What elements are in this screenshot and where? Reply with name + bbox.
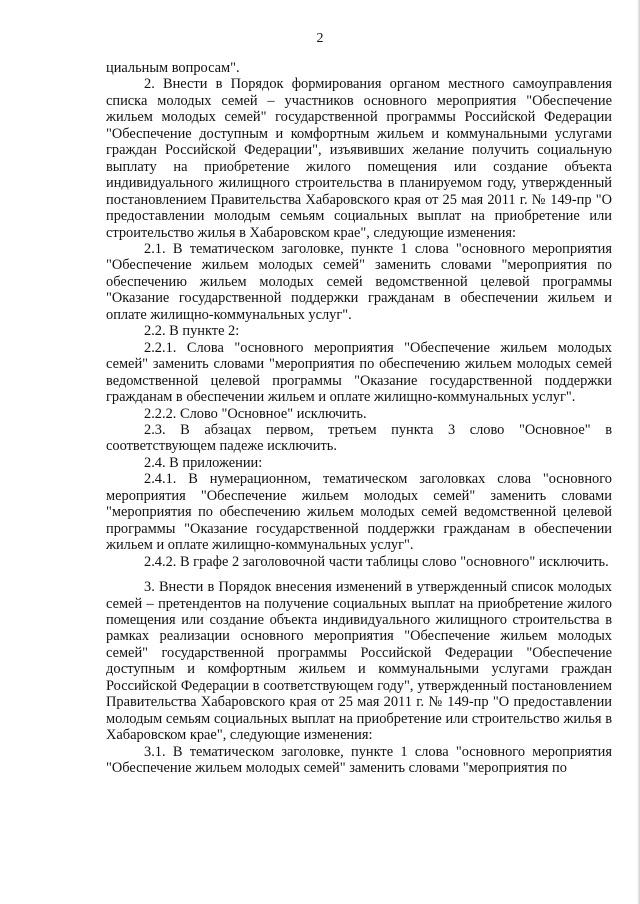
paragraph-continuation: циальным вопросам". — [106, 60, 240, 76]
paragraph-item-2-2-1: 2.2.1. Слова "основного мероприятия "Обеспечение жильем молодых семей" заменить словами "мероприятия по обеспечению жильем молодых семей ведомственной целевой программы "Оказание государственной поддержки гражданам в обеспечении жильем и оплате жилищно-коммунальных услуг". — [106, 339, 612, 406]
page-number: 2 — [316, 31, 324, 46]
paragraph-item-3-1: 3.1. В тематическом заголовке, пункте 1 слова "основного мероприятия "Обеспечение жильем молодых семей" заменить словами "мероприятия по — [106, 743, 612, 777]
paragraph-item-2-4: 2.4. В приложении: — [144, 454, 263, 471]
paragraph-item-2-1: 2.1. В тематическом заголовке, пункте 1 слова "основного мероприятия "Обеспечение жильем молодых семей" заменить словами "мероприятия по обеспечению жильем молодых семей ведомственной целевой программы "Оказание государственной поддержки гражданам в обеспечении жильем и оплате жилищно-коммунальных услуг". — [106, 240, 612, 323]
paragraph-item-3: 3. Внести в Порядок внесения изменений в утвержденный список молодых семей – претендентов на получение социальных выплат на приобретение жилого помещения или создание объекта индивидуального жилищного строительства в рамках реализации основного мероприятия "Обеспечение жильем молодых семей" государственной программы Российской Федерации "Обеспечение доступным и комфортным жильем и коммунальными услугами граждан Российской Федерации в соответствующем году", утвержденный постановлением Правительства Хабаровского края от 25 мая 2011 г. № 149-пр "О предоставлении молодым семьям социальных выплат на приобретение или строительство жилья в Хабаровском крае", следующие изменения: — [106, 579, 612, 744]
document-body — [106, 60, 612, 776]
paragraph-item-2-2: 2.2. В пункте 2: — [144, 323, 240, 340]
paragraph-item-2-3: 2.3. В абзацах первом, третьем пункта 3 слово "Основное" в соответствующем падеже исключить. — [106, 421, 612, 455]
paragraph-item-2-4-2: 2.4.2. В графе 2 заголовочной части таблицы слово "основного" исключить. — [144, 553, 609, 570]
paragraph-item-2-4-1: 2.4.1. В нумерационном, тематическом заголовках слова "основного мероприятия "Обеспечение жильем молодых семей" заменить словами "мероприятия по обеспечению жильем молодых семей ведомственной целевой программы "Оказание государственной поддержки гражданам в обеспечении жильем и оплате жилищно-коммунальных услуг". — [106, 471, 612, 554]
paragraph-item-2-2-2: 2.2.2. Слово "Основное" исключить. — [144, 405, 367, 422]
paragraph-item-2: 2. Внести в Порядок формирования органом местного самоуправления списка молодых семей – участников основного мероприятия "Обеспечение жильем молодых семей" государственной программы Российской Федерации "Обеспечение доступным и комфортным жильем и коммунальными услугами граждан Российской Федерации", изъявивших желание получить социальную выплату на приобретение жилого помещения или создание объекта индивидуального жилищного строительства в планируемом году, утвержденный постановлением Правительства Хабаровского края от 25 мая 2011 г. № 149-пр "О предоставлении молодым семьям социальных выплат на приобретение или строительство жилья в Хабаровском крае", следующие изменения: — [106, 76, 612, 241]
